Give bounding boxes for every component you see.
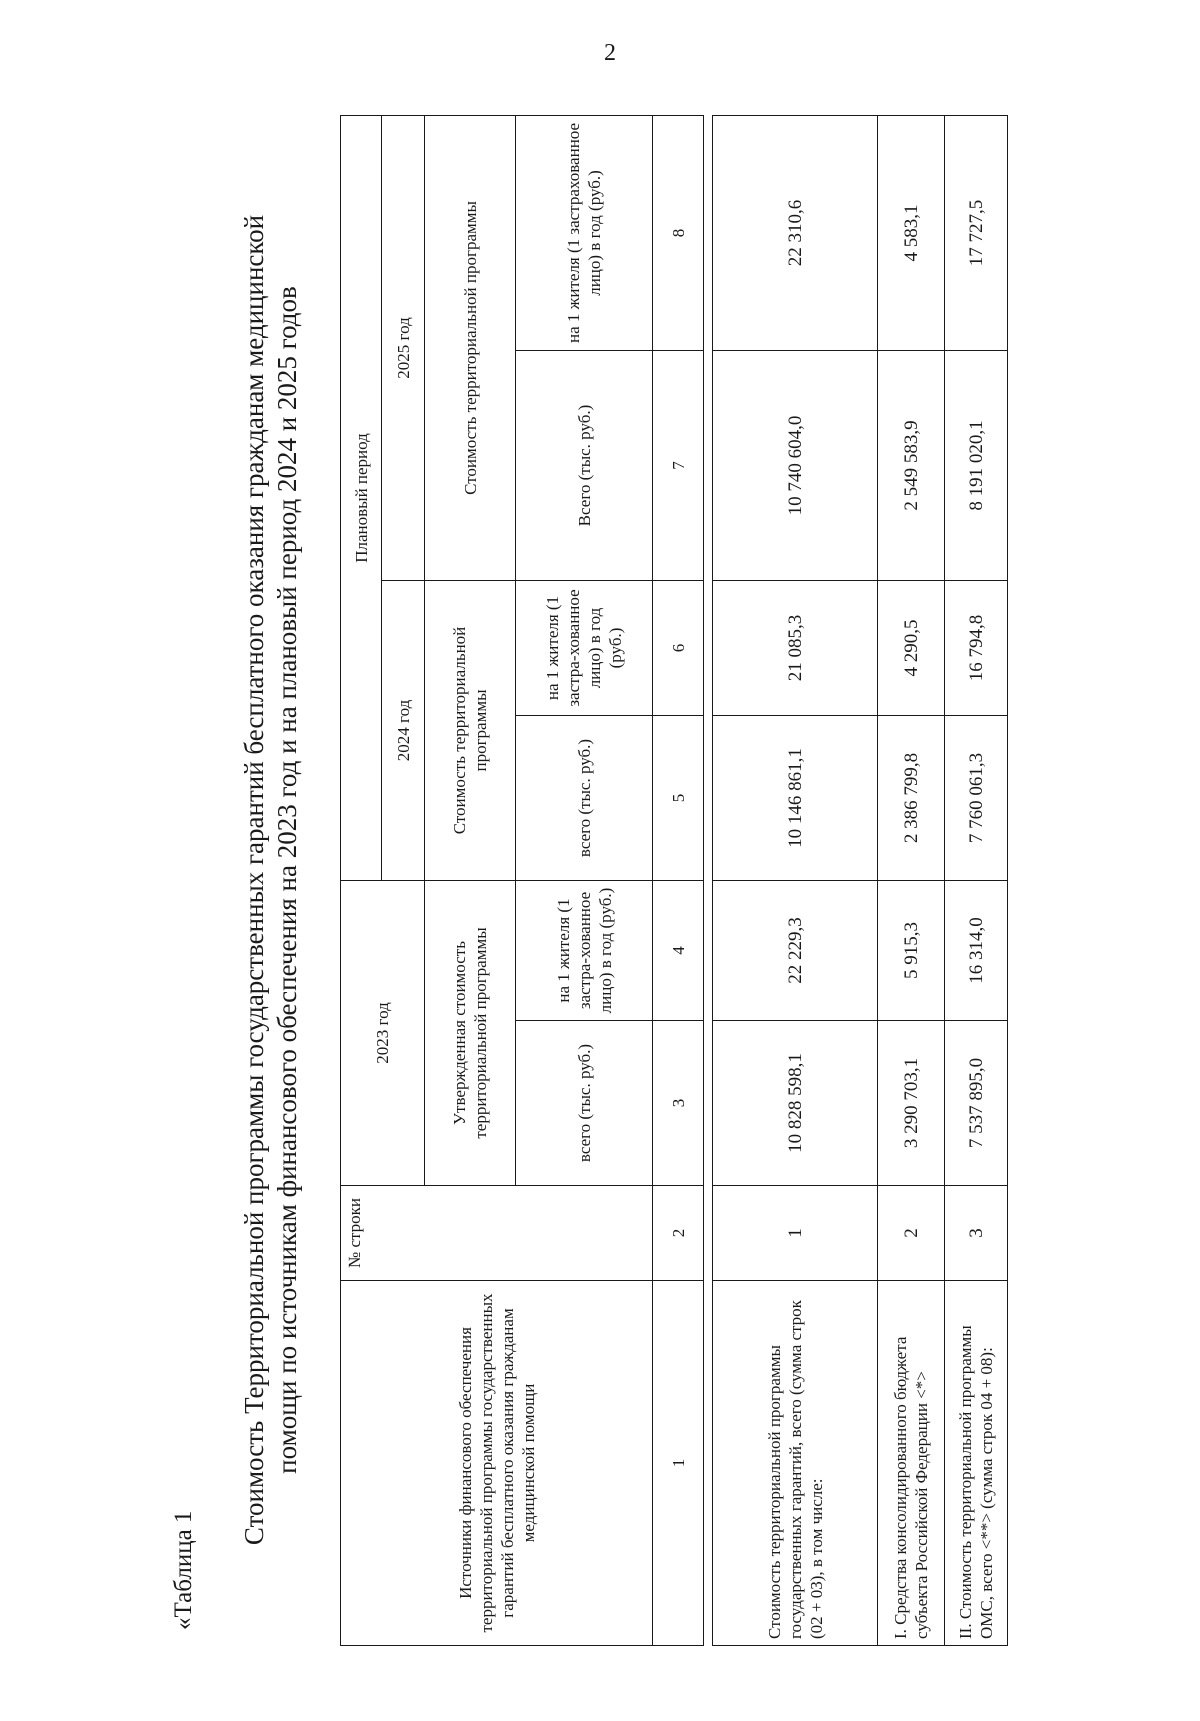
header-per-capita-2025: на 1 жителя (1 застрахованное лицо) в год (руб.): [516, 115, 653, 350]
row-number: 2: [878, 1186, 945, 1281]
table-row: [945, 115, 1008, 1645]
cell-value: 22 229,3: [713, 881, 878, 1021]
column-number: 3: [653, 1021, 704, 1186]
cell-value: 3 290 703,1: [878, 1021, 945, 1186]
cost-table: [340, 115, 1008, 1646]
header-year-2024: 2024 год: [382, 581, 425, 881]
cell-value: 16 794,8: [945, 581, 1008, 716]
row-number: 1: [713, 1186, 878, 1281]
column-number: 2: [653, 1186, 704, 1281]
column-number: 8: [653, 115, 704, 350]
cell-value: 7 537 895,0: [945, 1021, 1008, 1186]
column-number: 7: [653, 351, 704, 581]
column-number: 6: [653, 581, 704, 716]
table-heading: Стоимость Территориальной программы государственных гарантий бесплатного оказания гражданам медицинской помощи по источникам финансового обеспечения на 2023 год и на плановый период 2024 и 2025 годов: [239, 214, 302, 1546]
cell-value: 10 740 604,0: [713, 351, 878, 581]
header-total-2025: Всего (тыс. руб.): [516, 351, 653, 581]
header-per-capita-2024: на 1 жителя (1 застра-хованное лицо) в год (руб.): [516, 581, 653, 716]
cell-value: 4 583,1: [878, 115, 945, 350]
row-label: II. Стоимость территориальной программы ОМС, всего <**> (сумма строк 04 + 08):: [945, 1281, 1008, 1646]
cell-value: 10 146 861,1: [713, 716, 878, 881]
header-row-no: № строки: [341, 1186, 653, 1281]
row-label: Стоимость территориальной программы государственных гарантий, всего (сумма строк (02 + 03), в том числе:: [713, 1281, 878, 1646]
column-number: 4: [653, 881, 704, 1021]
header-cost-2025: Стоимость территориальной программы: [425, 115, 516, 580]
cell-value: 8 191 020,1: [945, 351, 1008, 581]
row-number: 3: [945, 1186, 1008, 1281]
header-per-capita-2023: на 1 жителя (1 застра-хованное лицо) в год (руб.): [516, 881, 653, 1021]
header-cost-2024: Стоимость территориальной программы: [425, 581, 516, 881]
cell-value: 2 386 799,8: [878, 716, 945, 881]
header-planned-period: Плановый период: [341, 115, 382, 880]
header-approved-cost: Утвержденная стоимость территориальной программы: [425, 881, 516, 1186]
cell-value: 21 085,3: [713, 581, 878, 716]
header-source: Источники финансового обеспечения территориальной программы государственных гарантий бесплатного оказания гражданам медицинской помощи: [341, 1281, 653, 1646]
cell-value: 17 727,5: [945, 115, 1008, 350]
cell-value: 7 760 061,3: [945, 716, 1008, 881]
cell-value: 5 915,3: [878, 881, 945, 1021]
table-caption: «Таблица 1: [170, 1510, 197, 1630]
column-number: 5: [653, 716, 704, 881]
cell-value: 10 828 598,1: [713, 1021, 878, 1186]
header-total-2024: всего (тыс. руб.): [516, 716, 653, 881]
cell-value: 4 290,5: [878, 581, 945, 716]
header-total-2023: всего (тыс. руб.): [516, 1021, 653, 1186]
header-row-1: [341, 115, 382, 1645]
cell-value: 16 314,0: [945, 881, 1008, 1021]
column-number-row: [653, 115, 704, 1645]
column-number: 1: [653, 1281, 704, 1646]
cell-value: 22 310,6: [713, 115, 878, 350]
header-year-2025: 2025 год: [382, 115, 425, 580]
page-number: 2: [604, 40, 616, 66]
cell-value: 2 549 583,9: [878, 351, 945, 581]
table-row: [878, 115, 945, 1645]
row-separator: [704, 115, 713, 1645]
rotated-sheet: [170, 110, 1100, 1650]
table-row: [713, 115, 878, 1645]
header-year-2023: 2023 год: [341, 881, 425, 1186]
row-label: I. Средства консолидированного бюджета субъекта Российской Федерации <*>: [878, 1281, 945, 1646]
